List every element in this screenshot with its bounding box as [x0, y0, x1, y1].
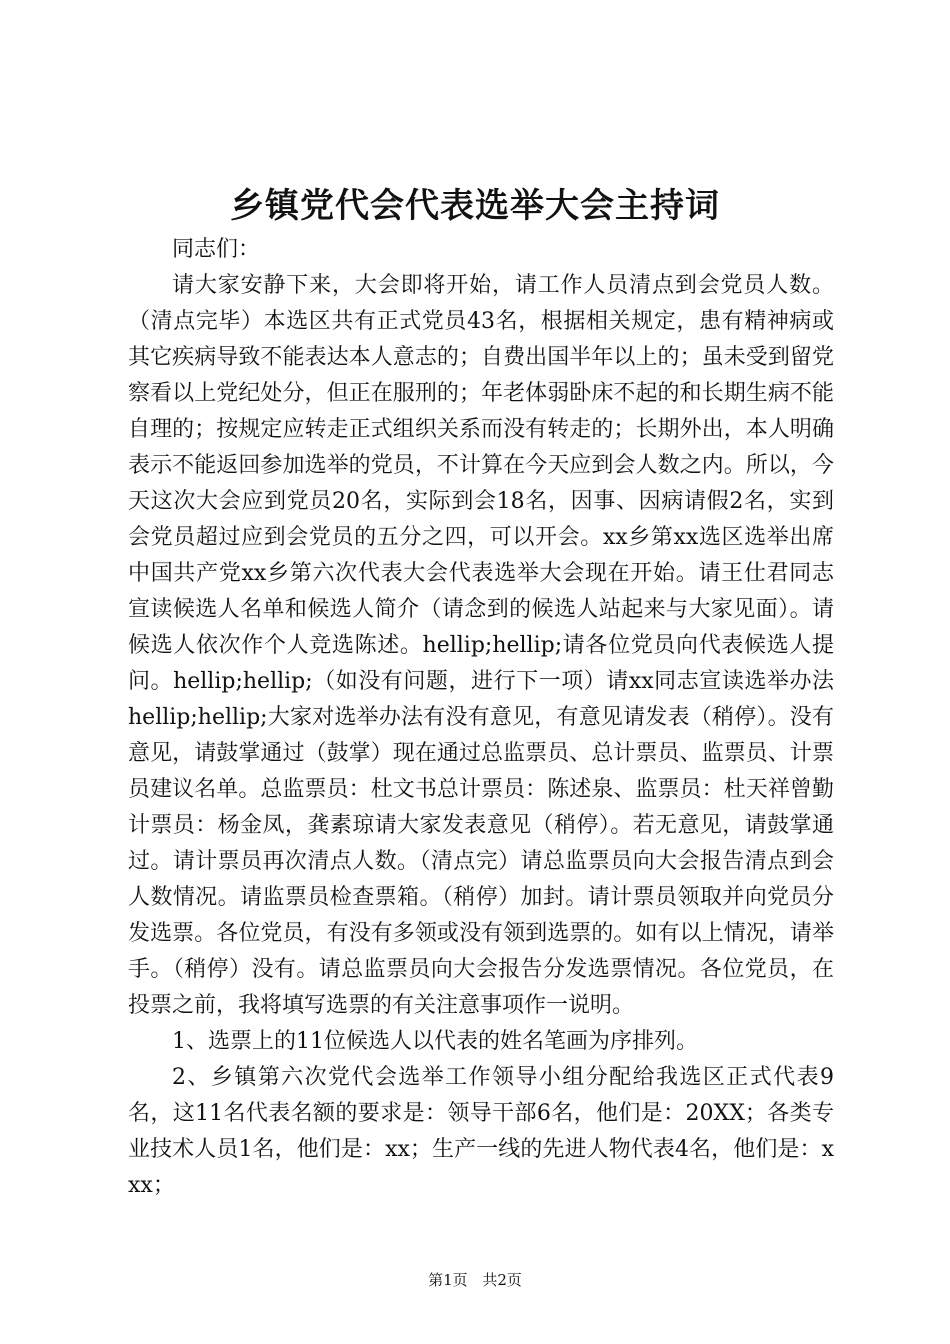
opening-paragraph: 请大家安静下来，大会即将开始，请工作人员清点到会党员人数。（清点完毕）本选区共有正式党员43名，根据相关规定，患有精神病或其它疾病导致不能表达本人意志的；自费出国半年以上的；虽未受到留党察看以上党纪处分，但正在服刑的；年老体弱卧床不起的和长期生病不能自理的；按规定应转走正式组织关系而没有转走的；长期外出，本人明确表示不能返回参加选举的党员，不计算在今天应到会人数之内。所以，今天这次大会应到党员20名，实际到会18名，因事、因病请假2名，实到会党员超过应到会党员的五分之四，可以开会。xx乡第xx选区选举出席中国共产党xx乡第六次代表大会代表选举大会现在开始。请王仕君同志宣读候选人名单和候选人简介（请念到的候选人站起来与大家见面）。请候选人依次作个人竞选陈述。hellip;hellip;请各位党员向代表候选人提问。hellip;hellip;（如没有问题，进行下一项）请xx同志宣读选举办法hellip;hellip;大家对选举办法有没有意见，有意见请发表（稍停）。没有意见，请鼓掌通过（鼓掌）现在通过总监票员、总计票员、监票员、计票员建议名单。总监票员：杜文书总计票员：陈述泉、监票员：杜天祥曾勤计票员：杨金凤，龚素琼请大家发表意见（稍停）。若无意见，请鼓掌通过。请计票员再次清点人数。（清点完）请总监票员向大会报告清点到会人数情况。请监票员检查票箱。（稍停）加封。请计票员领取并向党员分发选票。各位党员，有没有多领或没有领到选票的。如有以上情况，请举手。（稍停）没有。请总监票员向大会报告分发选票情况。各位党员，在投票之前，我将填写选票的有关注意事项作一说明。	[128, 273, 834, 1018]
document-title: 乡镇党代会代表选举大会主持词	[230, 186, 720, 226]
document-body	[128, 232, 834, 1204]
note-item-2: 2、乡镇第六次党代会选举工作领导小组分配给我选区正式代表9名，这11名代表名额的要求是：领导干部6名，他们是：20XX；各类专业技术人员1名，他们是：xx；生产一线的先进人物代表4名，他们是：xxx；	[128, 1065, 834, 1198]
page-total: 共2页	[482, 1271, 522, 1289]
salutation-paragraph: 同志们：	[172, 237, 261, 262]
note-item-1: 1、选票上的11位候选人以代表的姓名笔画为序排列。	[172, 1029, 698, 1054]
page-footer	[0, 1270, 950, 1290]
page-number: 第1页	[428, 1271, 468, 1289]
